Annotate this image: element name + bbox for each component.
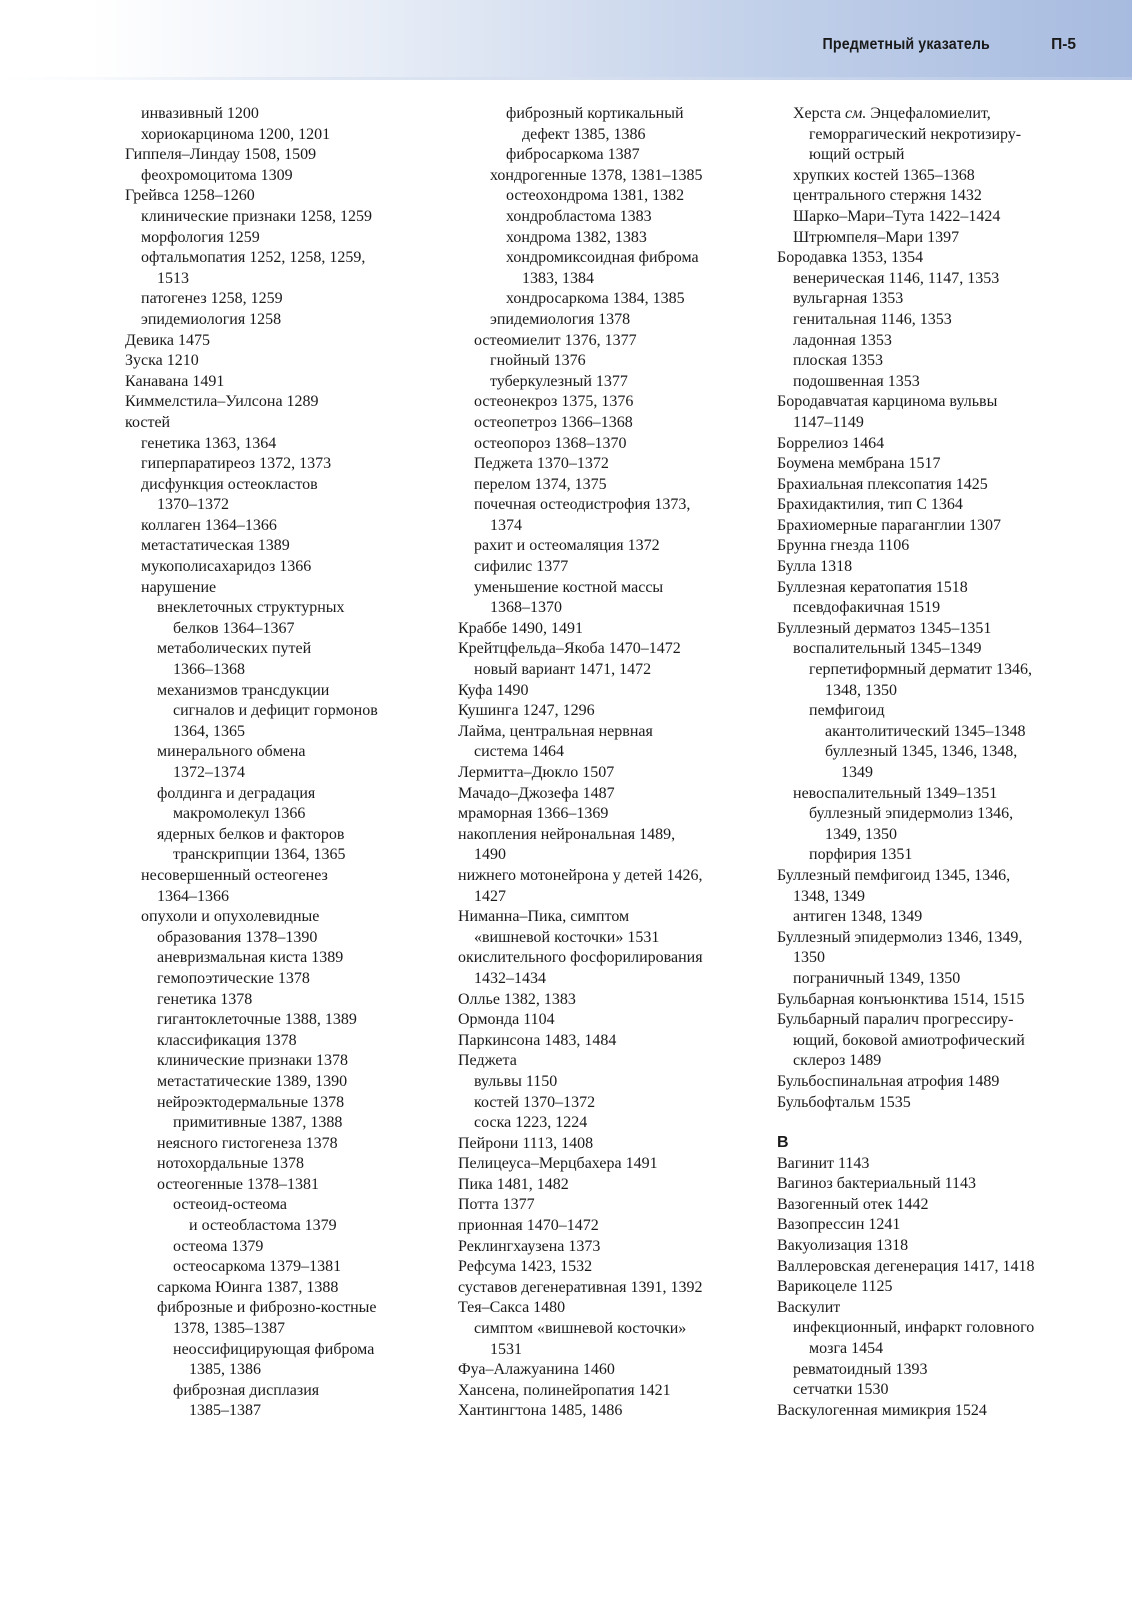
- index-entry: остеопетроз 1366–1368: [474, 413, 633, 431]
- index-entry: соска 1223, 1224: [474, 1114, 588, 1132]
- index-entry: 1378, 1385–1387: [173, 1320, 285, 1338]
- index-entry: 1374: [490, 516, 522, 534]
- index-entry: 1385–1387: [189, 1402, 261, 1420]
- index-entry: генетика 1378: [157, 990, 253, 1008]
- index-entry: остеогенные 1378–1381: [157, 1175, 320, 1193]
- index-entry: метастатические 1389, 1390: [157, 1072, 348, 1090]
- index-entry: хориокарцинома 1200, 1201: [141, 125, 331, 143]
- index-entry: плоская 1353: [793, 352, 884, 370]
- index-entry: Куфа 1490: [458, 681, 529, 699]
- index-entry: аневризмальная киста 1389: [157, 949, 344, 967]
- index-entry: минерального обмена: [157, 743, 306, 761]
- index-entry: герпетиформный дерматит 1346,: [809, 661, 1033, 679]
- index-entry: мукополисахаридоз 1366: [141, 558, 312, 576]
- entry-term: Херста: [793, 105, 842, 122]
- index-entry: хондросаркома 1384, 1385: [506, 290, 685, 308]
- index-entry: гиперпаратиреоз 1372, 1373: [141, 455, 332, 473]
- index-entry: хондромиксоидная фиброма: [506, 249, 699, 267]
- index-entry: Бульбарный паралич прогрессиру-: [777, 1011, 1014, 1029]
- index-entry: генитальная 1146, 1353: [793, 310, 952, 328]
- index-entry: Бородавка 1353, 1354: [777, 249, 924, 267]
- index-entry: Вагиноз бактериальный 1143: [777, 1175, 977, 1193]
- index-entry: клинические признаки 1378: [157, 1052, 348, 1070]
- index-entry: Хантингтона 1485, 1486: [458, 1402, 623, 1420]
- index-entry: дефект 1385, 1386: [522, 125, 646, 143]
- section-letter: В: [777, 1134, 789, 1152]
- index-entry: перелом 1374, 1375: [474, 475, 607, 493]
- index-entry: Педжета: [458, 1052, 517, 1070]
- index-entry: сигналов и дефицит гормонов: [173, 702, 378, 720]
- index-entry: Шарко–Мари–Тута 1422–1424: [793, 207, 1001, 225]
- index-entry: инфекционный, инфаркт головного: [793, 1319, 1035, 1337]
- index-entry: Хансена, полинейропатия 1421: [458, 1381, 671, 1399]
- index-entry: остеома 1379: [173, 1237, 264, 1255]
- index-entry: мозга 1454: [809, 1340, 884, 1358]
- index-entry: Бульбоспинальная атрофия 1489: [777, 1072, 1000, 1090]
- index-entry: ющий острый: [809, 146, 905, 164]
- index-entry: морфология 1259: [141, 228, 260, 246]
- index-entry: Бульбофтальм 1535: [777, 1093, 911, 1111]
- index-entry: Потта 1377: [458, 1196, 535, 1214]
- index-entry: дисфункция остеокластов: [141, 475, 318, 493]
- index-entry: рахит и остеомаляция 1372: [474, 537, 660, 555]
- index-entry: Вазопрессин 1241: [777, 1216, 901, 1234]
- index-entry: нижнего мотонейрона у детей 1426,: [458, 866, 703, 884]
- index-entry: гнойный 1376: [490, 352, 586, 370]
- index-entry: воспалительный 1345–1349: [793, 640, 982, 658]
- index-entry: 1348, 1350: [825, 681, 897, 699]
- index-entry: Буллезный пемфигоид 1345, 1346,: [777, 866, 1011, 884]
- index-entry: клинические признаки 1258, 1259: [141, 207, 372, 225]
- index-entry: склероз 1489: [793, 1052, 882, 1070]
- index-entry: Гиппеля–Линдау 1508, 1509: [125, 146, 317, 164]
- index-entry: ющий, боковой амиотрофический: [793, 1031, 1025, 1049]
- index-entry: остеонекроз 1375, 1376: [474, 393, 634, 411]
- page-number: П-5: [1051, 36, 1076, 53]
- index-entry: эпидемиология 1378: [490, 310, 631, 328]
- index-entry: 1385, 1386: [189, 1361, 261, 1379]
- index-entry: подошвенная 1353: [793, 372, 920, 390]
- index-entry: образования 1378–1390: [157, 928, 318, 946]
- index-entry: Боррелиоз 1464: [777, 434, 885, 452]
- index-entry: остеохондрома 1381, 1382: [506, 187, 685, 205]
- index-entry: Педжета 1370–1372: [474, 455, 609, 473]
- index-column-3: [777, 104, 1107, 1421]
- index-entry: Киммелстила–Уилсона 1289: [125, 393, 319, 411]
- index-entry: внеклеточных структурных: [157, 599, 345, 617]
- index-entry: невоспалительный 1349–1351: [793, 784, 998, 802]
- index-entry: Мачадо–Джозефа 1487: [458, 784, 615, 802]
- index-entry: 1432–1434: [474, 969, 546, 987]
- index-entry: 1372–1374: [173, 764, 245, 781]
- index-entry: нарушение: [141, 578, 217, 596]
- index-entry: 1349, 1350: [825, 825, 897, 843]
- index-entry: 1364–1366: [157, 887, 229, 905]
- index-entry: Ормонда 1104: [458, 1011, 555, 1029]
- index-entry: почечная остеодистрофия 1373,: [474, 496, 691, 514]
- index-entry: 1350: [793, 949, 825, 967]
- see-reference: см.: [845, 105, 867, 122]
- index-entry: остеосаркома 1379–1381: [173, 1258, 342, 1276]
- index-entry: вульвы 1150: [474, 1072, 558, 1090]
- index-entry: Девика 1475: [125, 331, 210, 349]
- index-entry: ревматоидный 1393: [793, 1360, 928, 1378]
- index-entry: сетчатки 1530: [793, 1381, 889, 1399]
- index-entry: венерическая 1146, 1147, 1353: [793, 269, 1000, 287]
- index-entry: Ниманна–Пика, симптом: [458, 908, 630, 926]
- index-entry: Кушинга 1247, 1296: [458, 702, 595, 720]
- index-entry: патогенез 1258, 1259: [141, 290, 283, 308]
- index-entry: костей: [125, 413, 171, 431]
- index-entry: антиген 1348, 1349: [793, 908, 923, 926]
- index-entry: акантолитический 1345–1348: [825, 722, 1026, 740]
- index-entry: система 1464: [474, 743, 564, 761]
- index-entry: Брунна гнезда 1106: [777, 537, 910, 555]
- index-entry: вульгарная 1353: [793, 290, 904, 308]
- index-entry: Штрюмпеля–Мари 1397: [793, 228, 960, 246]
- index-entry: феохромоцитома 1309: [141, 166, 293, 184]
- index-entry: метастатическая 1389: [141, 537, 290, 555]
- index-entry: «вишневой косточки» 1531: [474, 928, 660, 946]
- index-entry: Васкулогенная мимикрия 1524: [777, 1401, 987, 1419]
- index-entry: Буллезный дерматоз 1345–1351: [777, 619, 992, 637]
- index-entry: хондрогенные 1378, 1381–1385: [490, 166, 703, 184]
- index-entry: 1490: [474, 846, 506, 864]
- index-entry: центрального стержня 1432: [793, 187, 982, 205]
- index-entry: коллаген 1364–1366: [141, 516, 277, 534]
- index-entry: механизмов трансдукции: [157, 681, 330, 699]
- index-entry: накопления нейрональная 1489,: [458, 825, 676, 843]
- index-entry: мраморная 1366–1369: [458, 805, 609, 823]
- index-entry: несовершенный остеогенез: [141, 866, 328, 884]
- index-entry: Лермитта–Дюкло 1507: [458, 764, 615, 781]
- index-entry: Булла 1318: [777, 558, 853, 576]
- index-entry: 1368–1370: [490, 599, 562, 617]
- index-entry: Бульбарная конъюнктива 1514, 1515: [777, 990, 1025, 1008]
- index-entry: окислительного фосфорилирования: [458, 949, 703, 967]
- index-entry: Пейрони 1113, 1408: [458, 1134, 594, 1152]
- index-entry: хондробластома 1383: [506, 207, 652, 225]
- index-entry: инвазивный 1200: [141, 105, 259, 122]
- index-entry: нейроэктодермальные 1378: [157, 1093, 345, 1111]
- index-entry: Буллезная кератопатия 1518: [777, 578, 968, 596]
- index-entry: 1513: [157, 269, 189, 287]
- index-entry: ладонная 1353: [793, 331, 892, 349]
- index-entry: Тея–Сакса 1480: [458, 1299, 566, 1317]
- index-entry: ядерных белков и факторов: [157, 825, 345, 843]
- index-entry: неоссифицирующая фиброма: [173, 1340, 375, 1358]
- index-entry: суставов дегенеративная 1391, 1392: [458, 1278, 703, 1296]
- index-entry: Лайма, центральная нервная: [458, 722, 653, 740]
- entry-reference-target: Энцефаломиелит,: [870, 105, 991, 122]
- index-entry: транскрипции 1364, 1365: [173, 846, 346, 864]
- index-entry: фиброзная дисплазия: [173, 1381, 320, 1399]
- index-entry: опухоли и опухолевидные: [141, 908, 320, 926]
- index-entry: Реклингхаузена 1373: [458, 1237, 601, 1255]
- index-entry: Грейвса 1258–1260: [125, 187, 255, 205]
- index-entry: эпидемиология 1258: [141, 310, 282, 328]
- index-entry: нотохордальные 1378: [157, 1155, 304, 1173]
- index-entry: метаболических путей: [157, 640, 312, 658]
- index-entry: симптом «вишневой косточки»: [474, 1320, 687, 1338]
- running-header-title: Предметный указатель: [822, 36, 990, 53]
- index-column-1: [125, 104, 425, 1422]
- index-entry: порфирия 1351: [809, 846, 913, 864]
- index-entry: 1147–1149: [793, 413, 864, 431]
- index-entry: 1366–1368: [173, 661, 245, 679]
- index-entry: Краббе 1490, 1491: [458, 619, 583, 637]
- index-entry: новый вариант 1471, 1472: [474, 661, 652, 679]
- index-entry: геморрагический некротизиру-: [809, 125, 1022, 143]
- index-entry: Брахиомерные параганглии 1307: [777, 516, 1002, 534]
- index-entry: Пика 1481, 1482: [458, 1175, 569, 1193]
- index-entry: псевдофакичная 1519: [793, 599, 941, 617]
- index-entry: 1364, 1365: [173, 722, 245, 740]
- index-entry: Валлеровская дегенерация 1417, 1418: [777, 1257, 1035, 1275]
- index-entry: сифилис 1377: [474, 558, 569, 576]
- index-entry: классификация 1378: [157, 1031, 297, 1049]
- index-entry: и остеобластома 1379: [189, 1217, 337, 1235]
- index-entry: Боумена мембрана 1517: [777, 455, 941, 473]
- index-entry: фиброзные и фиброзно-костные: [157, 1299, 377, 1317]
- index-entry: Вакуолизация 1318: [777, 1237, 909, 1255]
- index-entry: Оллье 1382, 1383: [458, 990, 576, 1008]
- index-entry: 1427: [474, 887, 506, 905]
- index-column-2: [458, 104, 763, 1422]
- index-entry: 1531: [490, 1340, 522, 1358]
- index-entry: 1348, 1349: [793, 887, 865, 905]
- index-entry: 1383, 1384: [522, 269, 594, 287]
- index-entry: Паркинсона 1483, 1484: [458, 1031, 617, 1049]
- index-entry: Зуска 1210: [125, 352, 199, 370]
- index-entry: [793, 104, 1107, 125]
- index-entry: Бородавчатая карцинома вульвы: [777, 393, 998, 411]
- index-entry: генетика 1363, 1364: [141, 434, 277, 452]
- index-entry: буллезный эпидермолиз 1346,: [809, 805, 1014, 823]
- index-entry: буллезный 1345, 1346, 1348,: [825, 743, 1018, 761]
- index-entry: пемфигоид: [809, 702, 885, 720]
- index-entry: саркома Юинга 1387, 1388: [157, 1278, 339, 1296]
- index-entry: фиброзный кортикальный: [506, 105, 684, 122]
- index-entry: остеомиелит 1376, 1377: [474, 331, 637, 349]
- index-entry: туберкулезный 1377: [490, 372, 628, 390]
- index-entry: Васкулит: [777, 1298, 841, 1316]
- index-entry: хондрома 1382, 1383: [506, 228, 647, 246]
- index-entry: Пелицеуса–Мерцбахера 1491: [458, 1155, 658, 1173]
- index-entry: гемопоэтические 1378: [157, 969, 310, 987]
- index-entry: Крейтцфельда–Якоба 1470–1472: [458, 640, 681, 658]
- index-entry: фолдинга и деградация: [157, 784, 316, 802]
- index-entry: примитивные 1387, 1388: [173, 1114, 343, 1132]
- index-entry: белков 1364–1367: [173, 619, 295, 637]
- index-entry: прионная 1470–1472: [458, 1217, 599, 1235]
- index-entry: уменьшение костной массы: [474, 578, 664, 596]
- index-entry: остеоид-остеома: [173, 1196, 288, 1214]
- index-entry: фибросаркома 1387: [506, 146, 640, 164]
- index-entry: Канавана 1491: [125, 372, 225, 390]
- index-entry: остеопороз 1368–1370: [474, 434, 627, 452]
- index-entry: Рефсума 1423, 1532: [458, 1258, 593, 1276]
- index-entry: офтальмопатия 1252, 1258, 1259,: [141, 249, 366, 267]
- index-entry: костей 1370–1372: [474, 1093, 596, 1111]
- index-entry: 1349: [841, 764, 873, 781]
- index-entry: хрупких костей 1365–1368: [793, 166, 975, 184]
- index-entry: макромолекул 1366: [173, 805, 306, 823]
- index-entry: Буллезный эпидермолиз 1346, 1349,: [777, 928, 1023, 946]
- index-entry: Вагинит 1143: [777, 1154, 870, 1172]
- index-entry: Фуа–Алажуанина 1460: [458, 1361, 615, 1379]
- index-entry: Брахидактилия, тип С 1364: [777, 496, 963, 514]
- index-entry: Брахиальная плексопатия 1425: [777, 475, 988, 493]
- index-entry: гигантоклеточные 1388, 1389: [157, 1011, 357, 1029]
- index-entry: неясного гистогенеза 1378: [157, 1134, 338, 1152]
- index-entry: пограничный 1349, 1350: [793, 969, 961, 987]
- index-entry: Варикоцеле 1125: [777, 1278, 893, 1296]
- index-entry: Вазогенный отек 1442: [777, 1195, 929, 1213]
- index-entry: 1370–1372: [157, 496, 229, 514]
